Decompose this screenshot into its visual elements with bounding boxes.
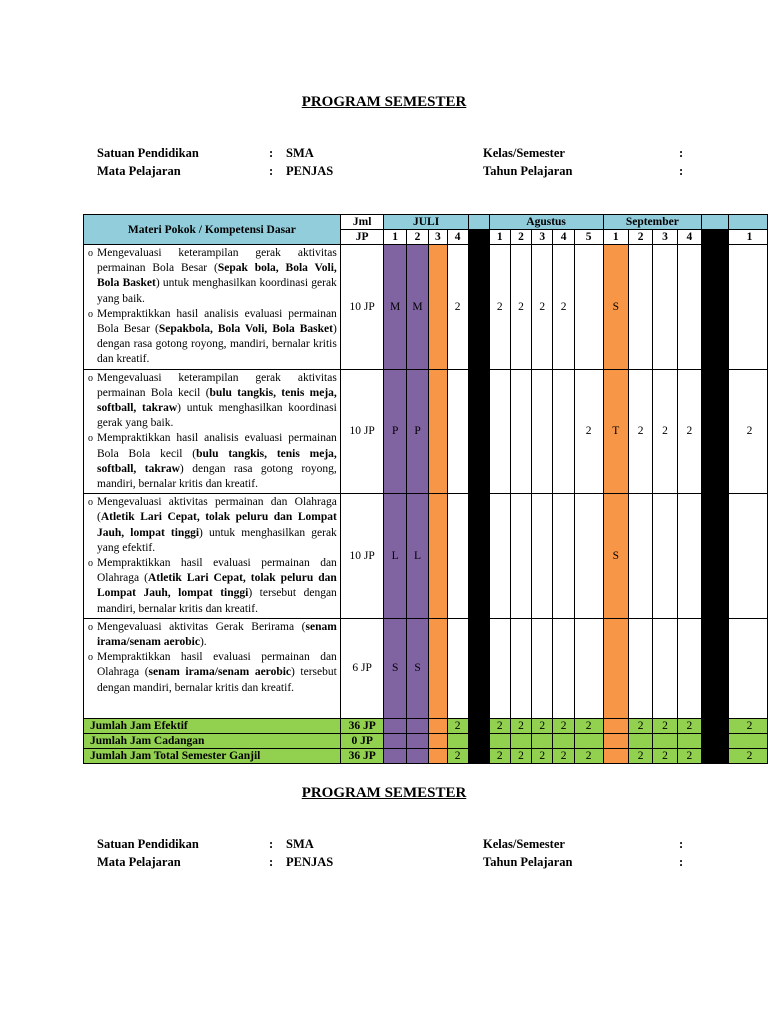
week-cell: 2 [406,230,428,245]
summary-value-cell: 2 [553,748,574,763]
materi-cell [84,618,341,718]
week-value-cell: S [384,618,406,718]
summary-jp: 0 JP [340,733,384,748]
week-value-cell [553,494,574,619]
summary-value-cell: 2 [628,718,652,733]
week-cell: 4 [677,230,701,245]
program-semester-table [83,214,768,764]
week-value-cell [628,494,652,619]
page-title: PROGRAM SEMESTER [301,94,467,110]
list-item [88,246,337,307]
week-cell: 3 [532,230,553,245]
list-item [88,495,337,556]
week-value-cell: 2 [728,369,767,494]
summary-value-cell [447,733,468,748]
week-value-cell [728,618,767,718]
materi-cell [84,494,341,619]
week-value-cell: 2 [489,245,510,370]
gap-cell [468,230,489,245]
week-value-cell [468,494,489,619]
colon: : [269,854,274,869]
week-cell: 1 [384,230,406,245]
jp-cell: 10 JP [340,245,384,370]
summary-row [84,733,768,748]
summary-value-cell [510,733,531,748]
summary-value-cell [702,733,729,748]
week-value-cell [532,618,553,718]
materi-header: Materi Pokok / Kompetensi Dasar [84,215,341,245]
week-value-cell: 2 [574,369,603,494]
summary-row [84,748,768,763]
week-value-cell [702,369,729,494]
week-cell: 5 [574,230,603,245]
summary-value-cell [429,733,447,748]
table-row [84,245,768,370]
month-next [728,215,767,230]
week-value-cell: P [384,369,406,494]
week-value-cell [447,369,468,494]
summary-value-cell: 2 [489,718,510,733]
bullet-icon: o [88,248,93,259]
list-item [88,620,337,650]
summary-value-cell: 2 [677,748,701,763]
week-cell: 3 [653,230,677,245]
summary-value-cell [384,733,406,748]
summary-jp: 36 JP [340,718,384,733]
month-september: September [603,215,702,230]
materi-text: Mempraktikkan hasil evaluasi permainan dan Olahraga (senam irama/senam aerobic) tersebut dengan mandiri, bernalar kritis dan kreatif. [97,651,337,694]
week-value-cell: M [406,245,428,370]
satuan-value: SMA [286,837,314,851]
summary-value-cell [574,733,603,748]
week-value-cell: 2 [553,245,574,370]
list-item [88,431,337,492]
summary-label: Jumlah Jam Total Semester Ganjil [84,748,341,763]
week-value-cell [574,494,603,619]
bullet-icon: o [88,433,93,445]
summary-value-cell: 2 [532,748,553,763]
week-value-cell: 2 [677,369,701,494]
list-item [88,371,337,432]
week-value-cell [653,618,677,718]
mapel-value: PENJAS [286,163,334,178]
week-value-cell [728,245,767,370]
kelas-label: Kelas/Semester [483,146,565,160]
week-value-cell [532,494,553,619]
mapel-label: Mata Pelajaran [97,163,181,178]
mapel-value: PENJAS [286,854,334,869]
summary-value-cell [653,733,677,748]
summary-label: Jumlah Jam Efektif [84,718,341,733]
summary-label: Jumlah Jam Cadangan [84,733,341,748]
month-gap [468,215,489,230]
bullet-icon: o [88,372,93,384]
week-value-cell [628,245,652,370]
satuan-value: SMA [286,146,314,160]
month-agustus: Agustus [489,215,603,230]
jp-cell: 6 JP [340,618,384,718]
colon: : [269,163,274,178]
summary-value-cell: 2 [510,748,531,763]
tahun-label: Tahun Pelajaran [483,854,573,869]
colon: : [679,854,684,869]
week-value-cell [702,618,729,718]
summary-value-cell [553,733,574,748]
week-value-cell: 2 [628,369,652,494]
kelas-label: Kelas/Semester [483,837,565,851]
summary-value-cell [677,733,701,748]
materi-text: Mempraktikkan hasil evaluasi permainan dan Olahraga (Atletik Lari Cepat, tolak peluru dan Lompat Jauh, lompat tinggi) tersebut dengan mandiri, bernalar kritis dan kreatif. [97,557,337,615]
week-value-cell: 2 [447,245,468,370]
week-value-cell [553,618,574,718]
summary-value-cell [468,748,489,763]
summary-value-cell [406,718,428,733]
summary-row [84,718,768,733]
summary-value-cell [603,733,628,748]
summary-value-cell [603,748,628,763]
summary-value-cell [384,748,406,763]
week-cell: 1 [728,230,767,245]
summary-value-cell [628,733,652,748]
table-row [84,494,768,619]
week-value-cell: 2 [510,245,531,370]
tahun-label: Tahun Pelajaran [483,163,573,178]
table-row [84,618,768,718]
week-value-cell: S [603,494,628,619]
month-gap [702,215,729,230]
week-value-cell [468,245,489,370]
colon: : [679,837,684,851]
summary-value-cell: 2 [447,748,468,763]
summary-value-cell: 2 [677,718,701,733]
week-cell: 2 [510,230,531,245]
info-block-2 [97,836,717,872]
summary-value-cell: 2 [574,718,603,733]
summary-value-cell [429,718,447,733]
week-value-cell [603,618,628,718]
list-item [88,650,337,696]
materi-cell [84,369,341,494]
summary-value-cell [406,748,428,763]
materi-text: Mengevaluasi keterampilan gerak aktivitas permainan Bola Besar (Sepak bola, Bola Voli, Bola Basket) untuk menghasilkan koordinasi gerak yang baik. [97,247,337,305]
week-value-cell [653,494,677,619]
colon: : [679,163,684,178]
week-value-cell [553,369,574,494]
week-value-cell [510,369,531,494]
week-value-cell [628,618,652,718]
bullet-icon: o [88,308,93,320]
materi-cell [84,245,341,370]
summary-value-cell: 2 [489,748,510,763]
summary-value-cell [489,733,510,748]
week-value-cell [510,494,531,619]
materi-text: Mempraktikkan hasil analisis evaluasi permainan Bola Bola kecil (bulu tangkis, tenis meja, softball, takraw) dengan rasa gotong royong, mandiri, bernalar kritis dan kreatif. [97,432,337,491]
week-value-cell [429,618,447,718]
list-item [88,307,337,368]
info-block [97,145,717,181]
week-value-cell [532,369,553,494]
materi-text: Mengevaluasi keterampilan gerak aktivitas permainan Bola kecil (bulu tangkis, tenis meja, softball, takraw) untuk menghasilkan koordinasi gerak yang baik. [97,371,337,430]
week-value-cell: S [603,245,628,370]
week-cell: 1 [489,230,510,245]
week-value-cell: P [406,369,428,494]
week-value-cell [574,245,603,370]
summary-value-cell [468,718,489,733]
materi-text: Mengevaluasi aktivitas permainan dan Olahraga (Atletik Lari Cepat, tolak peluru dan Lompat Jauh, lompat tinggi) untuk menghasilkan gerak yang efektif. [97,496,337,554]
week-value-cell [447,618,468,718]
bullet-icon: o [88,621,93,633]
month-juli: JULI [384,215,468,230]
bullet-icon: o [88,652,93,664]
week-value-cell [677,618,701,718]
week-cell: 4 [447,230,468,245]
week-value-cell: T [603,369,628,494]
week-value-cell: M [384,245,406,370]
summary-value-cell [384,718,406,733]
page-title-2: PROGRAM SEMESTER [301,785,467,801]
jp-cell: 10 JP [340,494,384,619]
week-value-cell [429,369,447,494]
summary-value-cell [702,718,729,733]
summary-value-cell [468,733,489,748]
summary-jp: 36 JP [340,748,384,763]
week-value-cell [489,494,510,619]
summary-value-cell [406,733,428,748]
bullet-icon: o [88,497,93,509]
summary-value-cell [429,748,447,763]
week-value-cell: 2 [532,245,553,370]
summary-value-cell [728,733,767,748]
summary-value-cell: 2 [728,748,767,763]
week-value-cell [702,245,729,370]
week-cell: 3 [429,230,447,245]
week-value-cell: 2 [653,369,677,494]
week-value-cell [489,369,510,494]
colon: : [269,837,274,851]
satuan-label: Satuan Pendidikan [97,146,199,160]
week-value-cell: S [406,618,428,718]
summary-value-cell: 2 [510,718,531,733]
list-item [88,556,337,617]
week-cell: 2 [628,230,652,245]
summary-value-cell: 2 [653,718,677,733]
week-value-cell [510,618,531,718]
summary-value-cell [603,718,628,733]
summary-value-cell: 2 [574,748,603,763]
gap-cell [702,230,729,245]
jml-header: Jml [340,215,384,230]
summary-value-cell [702,748,729,763]
colon: : [269,146,274,160]
summary-value-cell: 2 [447,718,468,733]
summary-value-cell: 2 [553,718,574,733]
week-value-cell [653,245,677,370]
week-value-cell [468,369,489,494]
week-cell: 4 [553,230,574,245]
jp-header: JP [340,230,384,245]
summary-value-cell [532,733,553,748]
jp-cell: 10 JP [340,369,384,494]
week-value-cell [574,618,603,718]
bullet-icon: o [88,558,93,570]
week-value-cell [447,494,468,619]
colon: : [679,146,684,160]
mapel-label: Mata Pelajaran [97,854,181,869]
week-value-cell: L [406,494,428,619]
week-value-cell [489,618,510,718]
summary-value-cell: 2 [628,748,652,763]
week-cell: 1 [603,230,628,245]
week-value-cell [677,245,701,370]
materi-text: Mengevaluasi aktivitas Gerak Berirama (senam irama/senam aerobic). [97,620,337,649]
week-value-cell [429,494,447,619]
summary-value-cell: 2 [653,748,677,763]
week-value-cell: L [384,494,406,619]
week-value-cell [702,494,729,619]
week-value-cell [468,618,489,718]
summary-value-cell: 2 [532,718,553,733]
week-value-cell [429,245,447,370]
week-value-cell [677,494,701,619]
materi-text: Mempraktikkan hasil analisis evaluasi permainan Bola Besar (Sepakbola, Bola Voli, Bola Basket) dengan rasa gotong royong, mandiri, bernalar kritis dan kreatif. [97,307,337,366]
summary-value-cell: 2 [728,718,767,733]
table-row [84,369,768,494]
satuan-label: Satuan Pendidikan [97,837,199,851]
week-value-cell [728,494,767,619]
